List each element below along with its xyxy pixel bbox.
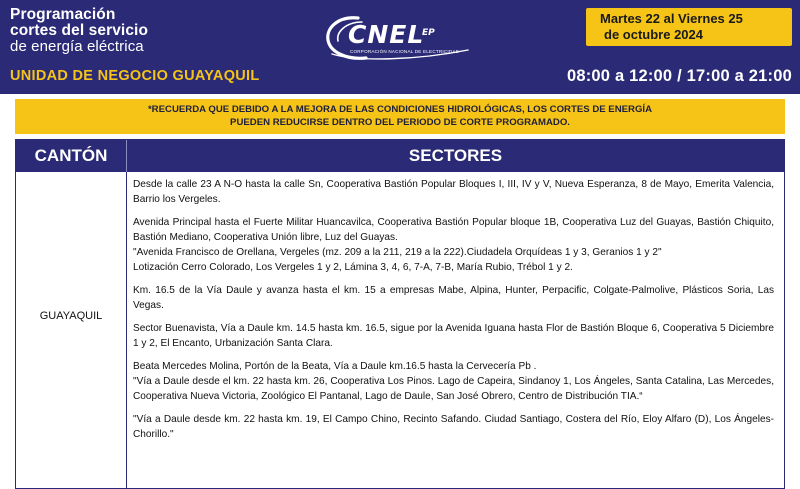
date-line-1: Martes 22 al Viernes 25: [600, 11, 743, 26]
date-range-badge: [586, 8, 792, 46]
notice-banner: [15, 99, 785, 134]
sector-line: Avenida Principal hasta el Fuerte Militar Huancavilca, Cooperativa Bastión Popular bloque 1B, Cooperativa Luz del Guayas, Bastión Chiquito, Bastión Mediano, Cooperativa Unión libre, Luz del Guayas.: [133, 217, 774, 243]
sector-line: Beata Mercedes Molina, Portón de la Beata, Vía a Daule km.16.5 hasta la Cervecería Pb .: [133, 361, 537, 372]
sector-paragraph: [133, 177, 774, 207]
title-line-3: de energía eléctrica: [10, 38, 144, 55]
sector-line: Km. 16.5 de la Vía Daule y avanza hasta el km. 15 a empresas Mabe, Alpina, Hunter, Perpacific, Colgate-Palmolive, Plásticos Soria, Las Vegas.: [133, 285, 774, 311]
sector-line: "Vía a Daule desde el km. 22 hasta km. 26, Cooperativa Los Pinos. Lago de Capeira, Sindanoy 1, Los Ángeles, Santa Catalina, Las Mercedes, Cooperativa Nueva Victoria, Zoológico El Pantanal, Lago de Daule, San José Obrero, Centro de Distribución TIA.“: [133, 376, 774, 402]
sector-line: Lotización Cerro Colorado, Los Vergeles 1 y 2, Lámina 3, 4, 6, 7-A, 7-B, María Rubio, Trébol 1 y 2.: [133, 262, 573, 273]
business-unit-label: UNIDAD DE NEGOCIO GUAYAQUIL: [10, 68, 260, 84]
sector-paragraph: [133, 283, 774, 313]
notice-line-2: PUEDEN REDUCIRSE DENTRO DEL PERIODO DE CORTE PROGRAMADO.: [230, 117, 570, 128]
logo-suffix: EP: [422, 28, 435, 38]
date-line-2: de octubre 2024: [604, 27, 703, 42]
page-title: [10, 7, 148, 55]
sector-paragraph: [133, 321, 774, 351]
sectores-cell: [127, 172, 784, 489]
sector-paragraph: [133, 359, 774, 404]
column-header-sectores: SECTORES: [408, 146, 503, 165]
sector-line: "Avenida Francisco de Orellana, Vergeles (mz. 209 a la 211, 219 a la 222).Ciudadela Orquídeas 1 y 3, Geranios 1 y 2": [133, 247, 662, 258]
notice-line-1: *RECUERDA QUE DEBIDO A LA MEJORA DE LAS CONDICIONES HIDROLÓGICAS, LOS CORTES DE ENERGÍA: [147, 104, 653, 115]
table-header-row: [16, 140, 784, 172]
sector-line: Desde la calle 23 A N-O hasta la calle Sn, Cooperativa Bastión Popular Bloques I, III, IV y V, Nueva Esperanza, 8 de Mayo, Emerita Valencia, Barrio los Vergeles.: [133, 179, 774, 205]
logo-subtitle: CORPORACIÓN NACIONAL DE ELECTRICIDAD: [350, 49, 460, 54]
outage-hours: 08:00 a 12:00 / 17:00 a 21:00: [566, 67, 792, 85]
column-header-canton: CANTÓN: [16, 140, 127, 172]
sector-line: "Vía a Daule desde km. 22 hasta km. 19, El Campo Chino, Recinto Safando. Ciudad Santiago, Costera del Río, Eloy Alfaro (D), Los Ángeles- Chorillo.": [133, 414, 774, 440]
title-line-2: cortes del servicio: [10, 22, 149, 39]
outage-table: [15, 139, 785, 489]
logo-wordmark: CNEL: [348, 20, 425, 49]
header-banner: [0, 0, 800, 94]
title-line-1: Programación: [10, 6, 116, 23]
sector-paragraph: [133, 215, 774, 275]
sector-paragraph: [133, 412, 774, 442]
sector-line: Sector Buenavista, Vía a Daule km. 14.5 hasta km. 16.5, sigue por la Avenida Iguana hasta Flor de Bastión Bloque 6, Cooperativa 5 Diciembre 1 y 2, El Encanto, Urbanización Santa Clara.: [133, 323, 774, 349]
cnel-logo: [318, 14, 478, 64]
canton-cell: GUAYAQUIL: [16, 172, 127, 489]
